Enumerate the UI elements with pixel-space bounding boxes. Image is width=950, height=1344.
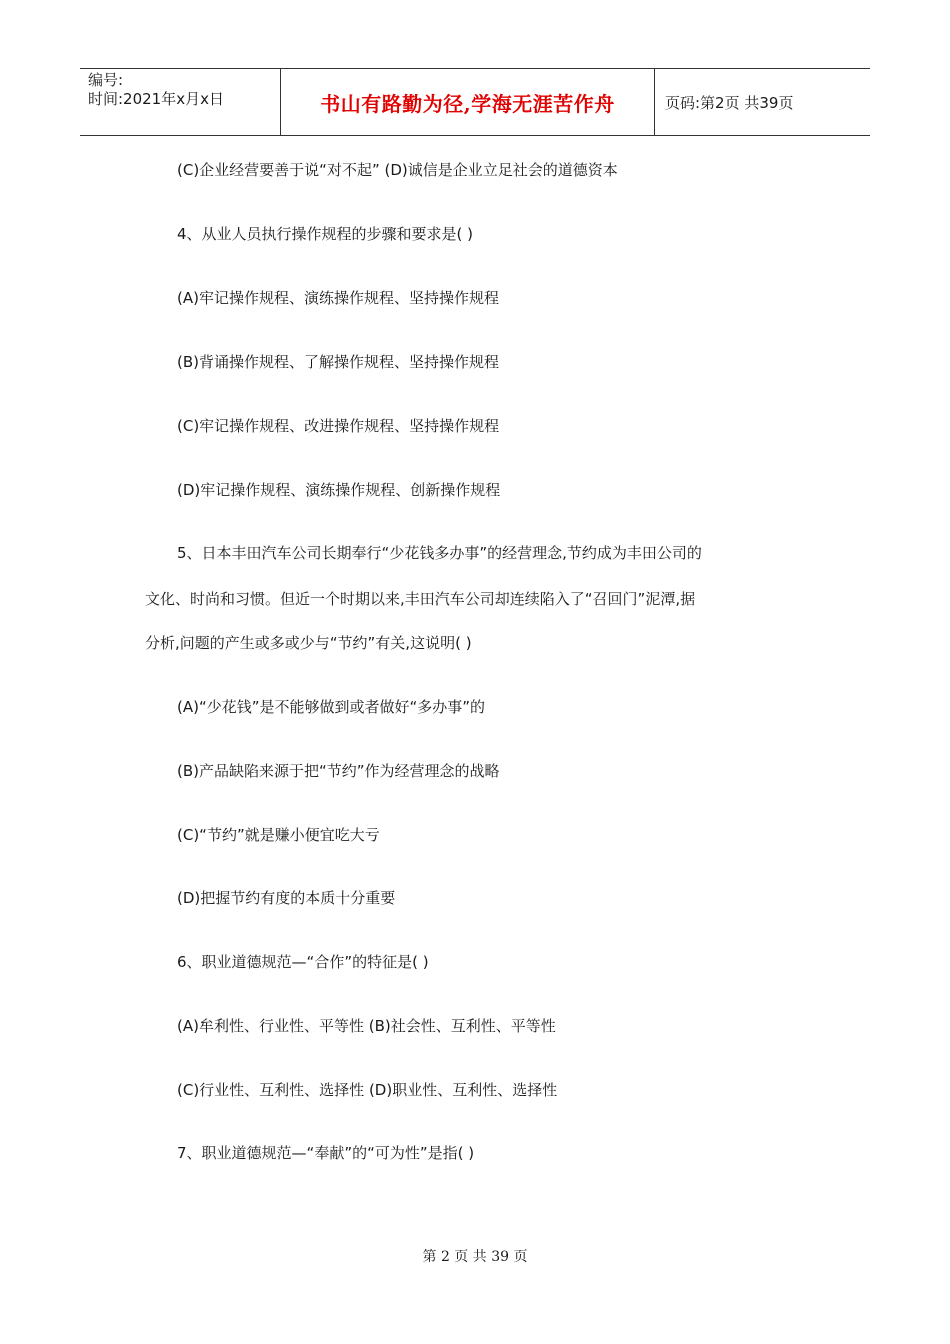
number-label: 编号:: [88, 71, 124, 89]
option-line: (C)“节约”就是赚小便宜吃大亏: [177, 826, 380, 844]
question-line: 4、从业人员执行操作规程的步骤和要求是( ): [177, 225, 474, 243]
option-line: (D)牢记操作规程、演练操作规程、创新操作规程: [177, 481, 501, 499]
motto-text: 书山有路勤为径,学海无涯苦作舟: [320, 91, 615, 116]
question-line: 分析,问题的产生或多或少与“节约”有关,这说明( ): [145, 634, 472, 652]
header-page-info: [655, 69, 870, 135]
header-meta: [80, 69, 281, 135]
question-line: 文化、时尚和习惯。但近一个时期以来,丰田汽车公司却连续陷入了“召回门”泥潭,据: [145, 590, 696, 608]
page-footer: 第 2 页 共 39 页: [422, 1249, 528, 1265]
option-line: (B)产品缺陷来源于把“节约”作为经营理念的战略: [177, 762, 500, 780]
option-line: (A)牟利性、行业性、平等性 (B)社会性、互利性、平等性: [177, 1017, 556, 1035]
option-line: (B)背诵操作规程、了解操作规程、坚持操作规程: [177, 353, 499, 371]
page-header: [80, 68, 870, 136]
page-info-text: 页码:第2页 共39页: [665, 93, 794, 112]
option-line: (A)“少花钱”是不能够做到或者做好“多办事”的: [177, 698, 486, 716]
option-line: (D)把握节约有度的本质十分重要: [177, 889, 396, 907]
time-label: 时间:2021年x月x日: [88, 90, 224, 108]
option-line: (A)牢记操作规程、演练操作规程、坚持操作规程: [177, 289, 499, 307]
question-line: 6、职业道德规范—“合作”的特征是( ): [177, 953, 429, 971]
question-line: 5、日本丰田汽车公司长期奉行“少花钱多办事”的经营理念,节约成为丰田公司的: [177, 544, 702, 562]
option-line: (C)牢记操作规程、改进操作规程、坚持操作规程: [177, 417, 500, 435]
question-line: 7、职业道德规范—“奉献”的“可为性”是指( ): [177, 1144, 475, 1162]
option-line: (C)企业经营要善于说“对不起” (D)诚信是企业立足社会的道德资本: [177, 161, 618, 179]
option-line: (C)行业性、互利性、选择性 (D)职业性、互利性、选择性: [177, 1081, 558, 1099]
header-motto-cell: [281, 69, 655, 135]
